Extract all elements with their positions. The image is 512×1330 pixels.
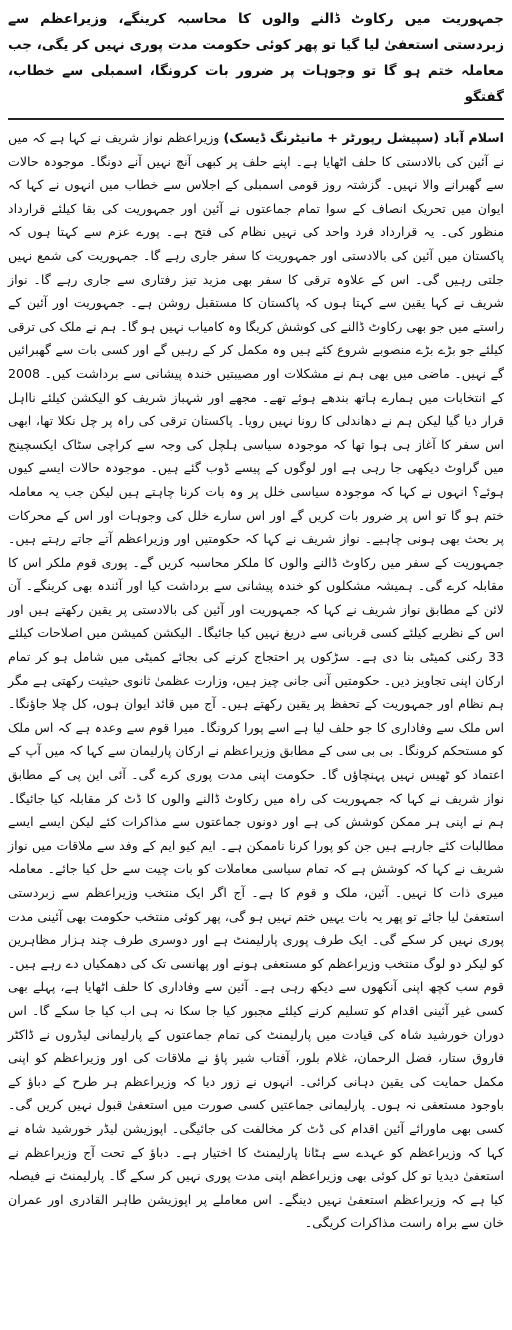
article-headline: جمہوریت میں رکاوٹ ڈالنے والوں کا محاسبہ کرینگے، وزیراعظم سے زبردستی استعفیٰ لیا گیا تو پھر کوئی حکومت مدت پوری نہیں کر یگی، جب معاملہ ختم ہو گا تو وجوہات پر ضرور بات کرونگا، اسمبلی سے خطاب، گفتگو <box>8 11 504 105</box>
headline-divider <box>8 118 504 120</box>
article-dateline: اسلام آباد (سپیشل رپورٹر + مانیٹرنگ ڈیسک) <box>223 130 504 145</box>
article-text: وزیراعظم نواز شریف نے کہا ہے کہ میں نے آئین کی بالادستی کا حلف اٹھایا ہے۔ اپنے حلف پر کبھی آنچ نہیں آنے دونگا۔ موجودہ حالات سے گھبرانے والا نہیں۔ گزشتہ روز قومی اسمبلی کے اجلاس سے خطاب میں انہوں نے کہا کہ ایوان میں تحریک انصاف کے سوا تمام جماعتوں نے آئین اور جمہوریت کی بقا کیلئے قرارداد منظور کی۔ یہ قرارداد فرد واحد کی نہیں نظام کی فتح ہے۔ پورے عزم سے کہتا ہوں کہ پاکستان میں آئین کی بالادستی اور جمہوریت کا سفر جاری رہے گا۔ جمہوریت کی شمع نہیں جلتی رہیں گی۔ اس کے علاوہ ترقی کا سفر بھی مزید تیز رفتاری سے جاری رہے گا۔ نواز شریف نے کہا یقین سے کہتا ہوں کہ پاکستان کا مستقبل روشن ہے۔ جمہوریت اور آئین کے راستے میں جو بھی رکاوٹ ڈالنے کی کوشش کریگا وہ کامیاب نہیں ہو گا۔ ہم نے ملک کی ترقی کیلئے جو بڑے بڑے منصوبے شروع کئے ہیں وہ مکمل کر کے رہیں گے اور کسی بات سے گھبرائیں گے نہیں۔ ماضی میں بھی ہم نے مشکلات اور مصیبتیں خندہ پیشانی سے برداشت کیں۔ 2008 کے انتخابات میں ہمارے ہاتھ بندھے ہوئے تھے۔ مجھے اور شہباز شریف کو الیکشن کیلئے نااہل قرار دیا گیا لیکن ہم نے دھاندلی کا رونا نہیں رویا۔ پاکستان ترقی کی راہ پر چل نکلا تھا، ابھی اس سفر کا آغاز ہی ہوا تھا کہ موجودہ سیاسی ہلچل کی وجہ سے کراچی سٹاک ایکسچینج میں گراوٹ دیکھی جا رہی ہے اور لوگوں کے پیسے ڈوب گئے ہیں۔ موجودہ حالات ایسے کیوں ہوئے؟ انہوں نے کہا کہ موجودہ سیاسی خلل پر وہ بات کرنا چاہتے ہیں لیکن جب یہ معاملہ ختم ہو گا تو اس پر ضرور بات کریں گے اور اس سارے خلل کی وجوہات اور اس کے محرکات پر بحث بھی ہونی چاہیے۔ نواز شریف نے کہا کہ حکومتیں اور وزیراعظم آتے جاتے رہتے ہیں۔ جمہوریت کے سفر میں رکاوٹ ڈالنے والوں کا ملکر محاسبہ کریں گے۔ پوری قوم ملکر اس کا مقابلہ کرے گی۔ ہمیشہ مشکلوں کو خندہ پیشانی سے برداشت کیا اور آئندہ بھی کرینگے۔ آن لائن کے مطابق نواز شریف نے کہا کہ جمہوریت اور آئین کی بالادستی پر یقین رکھتے ہیں اور اس کے نظریے کیلئے کسی قربانی سے دریغ نہیں کیا جائیگا۔ الیکشن کمیشن میں اصلاحات کیلئے 33 رکنی کمیٹی بنا دی ہے۔ سڑکوں پر احتجاج کرنے کی بجائے کمیٹی میں شامل ہو کر تمام ارکان اپنی تجاویز دیں۔ حکومتیں آنی جانی چیز ہیں، وزارت عظمیٰ ثانوی حیثیت رکھتی ہے مگر ہم نظام اور جمہوریت کے تحفظ پر یقین رکھتے ہیں۔ آج میں قائد ایوان ہوں، کل چلا جاؤنگا۔ اس ملک سے وفاداری کا جو حلف لیا ہے اسے پورا کرونگا۔ میرا قوم سے وعدہ ہے کہ اس ملک کو مستحکم کرونگا۔ بی بی سی کے مطابق وزیراعظم نے ارکان پارلیمان سے کہا کہ میں آپ کے اعتماد کو ٹھیس نہیں پہنچاؤں گا۔ حکومت اپنی مدت پوری کرے گی۔ آئی این پی کے مطابق نواز شریف نے کہا کہ جمہوریت کی راہ میں رکاوٹ ڈالنے والوں کا ڈٹ کر مقابلہ کیا جائیگا۔ ہم نے اپنی ہر ممکن کوشش کی ہے اور دونوں جماعتوں سے مذاکرات کئے لیکن ایسے ایسے مطالبات کئے جارہے ہیں جن کو پورا کرنا ناممکن ہے۔ ایم کیو ایم کے وفد سے ملاقات میں نواز شریف نے کہا کہ کوشش ہے کہ تمام سیاسی معاملات کو بات چیت سے حل کیا جائے۔ معاملہ میری ذات کا نہیں۔ آئین، ملک و قوم کا ہے۔ آج اگر ایک منتخب وزیراعظم سے زبردستی استعفیٰ لیا جائے تو پھر یہ بات یہیں ختم نہیں ہو گی، پھر کوئی منتخب حکومت بھی آئینی مدت پوری نہیں کر سکے گی۔ ایک طرف پوری پارلیمنٹ ہے اور دوسری طرف چند ہزار مظاہرین کو لیکر دو لوگ منتخب وزیراعظم کو مستعفی ہونے اور پھانسی تک کی دھمکیاں دے رہے ہیں۔ قوم سب کچھ اپنی آنکھوں سے دیکھ رہی ہے۔ آئین سے وفاداری کا حلف اٹھایا ہے، پہلے بھی کسی غیر آئینی اقدام کو تسلیم کرنے کیلئے مجبور کیا جا سکا نہ ہی اب کیا جا سکے گا۔ اس دوران خورشید شاہ کی قیادت میں پارلیمنٹ کی تمام جماعتوں کے پارلیمانی لیڈروں نے ڈاکٹر فاروق ستار، فضل الرحمان، غلام بلور، آفتاب شیر پاؤ نے ملاقات کی اور وزیراعظم کو اپنی مکمل حمایت کی یقین دہانی کرائی۔ انہوں نے زور دیا کہ وزیراعظم ہر طرح کے دباؤ کے باوجود مستعفی نہ ہوں۔ پارلیمانی جماعتیں کسی صورت میں استعفیٰ قبول نہیں کریں گی۔ کسی بھی ماورائے آئین اقدام کی ڈٹ کر مخالفت کی جائیگی۔ اپوزیشن لیڈر خورشید شاہ نے کہا کہ وزیراعظم کو عہدے سے ہٹانا پارلیمنٹ کا اختیار ہے۔ دباؤ کے تحت آج وزیراعظم نے استعفیٰ دیدیا تو کل کوئی بھی وزیراعظم اپنی مدت پوری نہیں کر سکے گا۔ پارلیمنٹ نے فیصلہ کیا ہے کہ وزیراعظم استعفیٰ نہیں دینگے۔ اس معاملے پر اپوزیشن طاہر القادری اور عمران خان سے براہ راست مذاکرات کریگی۔ <box>8 130 504 1231</box>
article-body <box>8 126 504 1235</box>
